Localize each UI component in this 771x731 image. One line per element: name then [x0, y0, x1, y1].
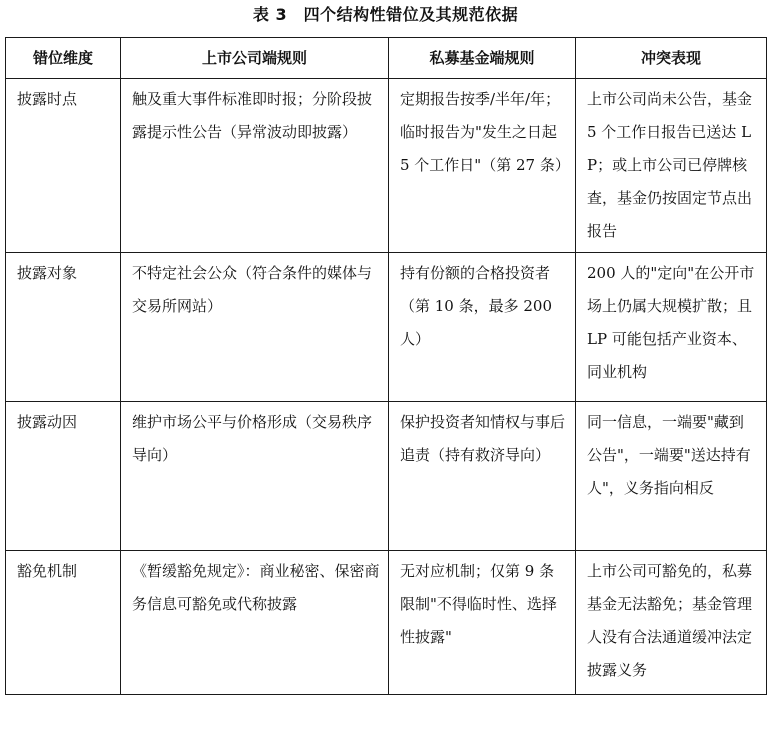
- cell-listed-rule: 触及重大事件标准即时报；分阶段披露提示性公告（异常波动即披露）: [121, 79, 389, 253]
- cell-conflict: 200 人的"定向"在公开市场上仍属大规模扩散；且 LP 可能包括产业资本、同业机构: [576, 253, 767, 402]
- table-caption: 表 3 四个结构性错位及其规范依据: [252, 5, 519, 24]
- header-dimension: 错位维度: [6, 38, 121, 79]
- cell-dimension: 豁免机制: [6, 551, 121, 695]
- table-header-row: [6, 38, 767, 79]
- cell-private-rule: 保护投资者知情权与事后追责（持有救济导向）: [389, 402, 576, 551]
- table-row: [6, 402, 767, 551]
- cell-listed-rule: 维护市场公平与价格形成（交易秩序导向）: [121, 402, 389, 551]
- table-row: [6, 551, 767, 695]
- cell-listed-rule: 《暂缓豁免规定》：商业秘密、保密商务信息可豁免或代称披露: [121, 551, 389, 695]
- cell-dimension: 披露时点: [6, 79, 121, 253]
- cell-dimension: 披露对象: [6, 253, 121, 402]
- misalignment-table: [5, 37, 767, 695]
- cell-listed-rule: 不特定社会公众（符合条件的媒体与交易所网站）: [121, 253, 389, 402]
- cell-private-rule: 定期报告按季/半年/年；临时报告为"发生之日起 5 个工作日"（第 27 条）: [389, 79, 576, 253]
- table-row: [6, 79, 767, 253]
- cell-private-rule: 持有份额的合格投资者（第 10 条，最多 200 人）: [389, 253, 576, 402]
- cell-dimension: 披露动因: [6, 402, 121, 551]
- table-row: [6, 253, 767, 402]
- cell-conflict: 同一信息，一端要"藏到公告"，一端要"送达持有人"，义务指向相反: [576, 402, 767, 551]
- cell-conflict: 上市公司尚未公告，基金 5 个工作日报告已送达 LP；或上市公司已停牌核查，基金仍按固定节点出报告: [576, 79, 767, 253]
- cell-private-rule: 无对应机制；仅第 9 条限制"不得临时性、选择性披露": [389, 551, 576, 695]
- header-private-rule: 私募基金端规则: [389, 38, 576, 79]
- header-conflict: 冲突表现: [576, 38, 767, 79]
- cell-conflict: 上市公司可豁免的，私募基金无法豁免；基金管理人没有合法通道缓冲法定披露义务: [576, 551, 767, 695]
- header-listed-rule: 上市公司端规则: [121, 38, 389, 79]
